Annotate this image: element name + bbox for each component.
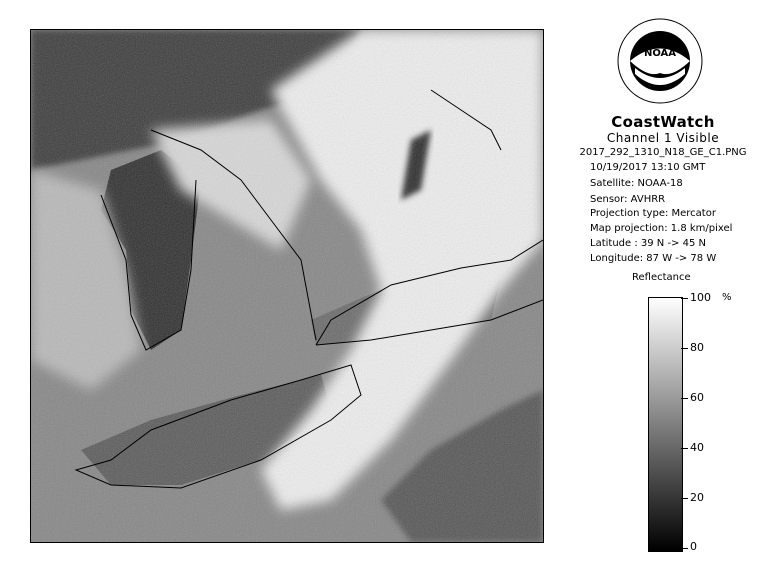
svg-text:NOAA: NOAA [643, 48, 677, 59]
colorbar-tick [681, 548, 688, 549]
colorbar-tick [681, 398, 688, 399]
image-texture [31, 30, 543, 542]
noaa-seal-icon [617, 18, 703, 104]
reflectance-colorbar [648, 297, 683, 552]
colorbar-tick [681, 298, 688, 299]
longitude-range: Longitude: 87 W -> 78 W [590, 253, 717, 264]
satellite-info: Satellite: NOAA-18 [590, 178, 683, 189]
colorbar-tick [681, 448, 688, 449]
map-projection: Map projection: 1.8 km/pixel [590, 223, 733, 234]
noaa-logo [617, 18, 703, 104]
colorbar-label: Reflectance [632, 272, 691, 283]
satellite-image [30, 29, 544, 543]
latitude-range: Latitude : 39 N -> 45 N [590, 238, 706, 249]
channel-subtitle: Channel 1 Visible [606, 131, 720, 145]
acquisition-datetime: 10/19/2017 13:10 GMT [590, 162, 706, 173]
colorbar-tick [681, 498, 688, 499]
colorbar-tick-label: 0 [690, 540, 697, 553]
satellite-map-svg [31, 30, 543, 542]
projection-type: Projection type: Mercator [590, 208, 716, 219]
colorbar-tick-label: 100 [690, 291, 711, 304]
colorbar-tick-label: 20 [690, 491, 704, 504]
image-filename: 2017_292_1310_N18_GE_C1.PNG [579, 147, 747, 158]
app-title: CoastWatch [611, 113, 715, 131]
colorbar-tick-label: 80 [690, 341, 704, 354]
colorbar-unit: % [722, 292, 732, 303]
colorbar-tick-label: 60 [690, 391, 704, 404]
sensor-info: Sensor: AVHRR [590, 194, 666, 205]
colorbar-tick [681, 348, 688, 349]
colorbar-tick-label: 40 [690, 441, 704, 454]
